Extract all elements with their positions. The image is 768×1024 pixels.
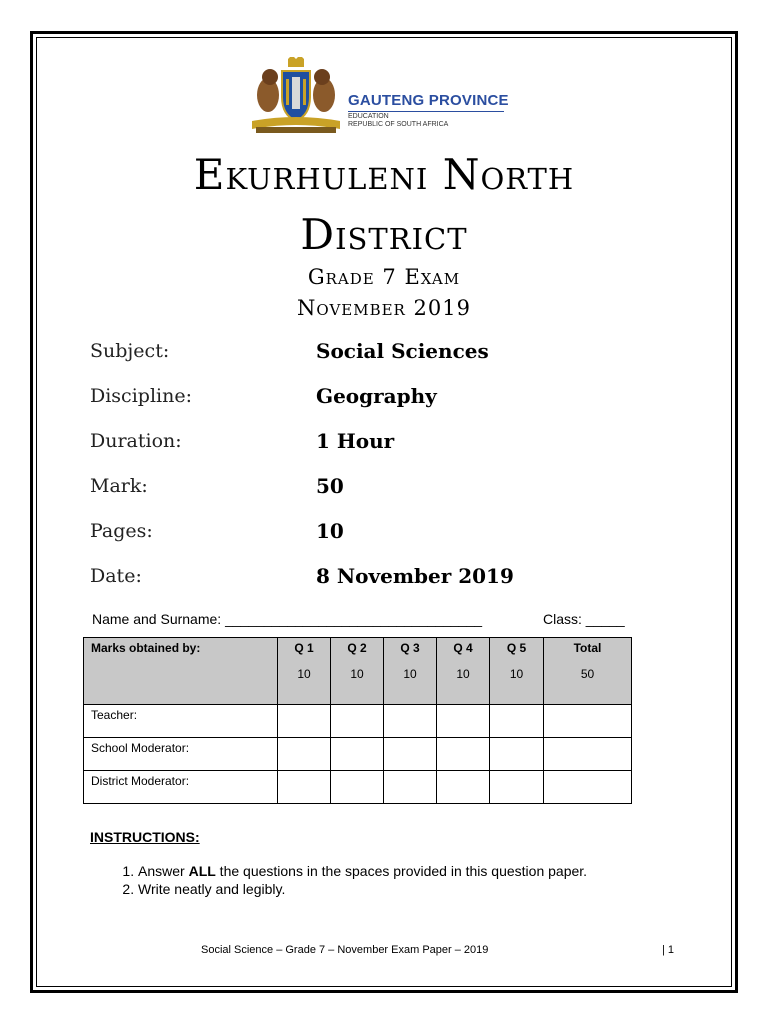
duration-value: 1 Hour: [316, 429, 395, 453]
subject-label: Subject:: [90, 340, 170, 362]
date-label: Date:: [90, 565, 142, 587]
instruction-1-text-b: the questions in the spaces provided in this question paper.: [215, 863, 588, 879]
discipline-label: Discipline:: [90, 385, 192, 407]
district-moderator-label: District Moderator:: [84, 771, 278, 804]
total-label: Total: [573, 641, 602, 655]
q1-label: Q 1: [294, 641, 314, 655]
teacher-q4-cell[interactable]: [437, 705, 490, 738]
district-title-line2: District: [300, 210, 468, 259]
q3-header: [384, 638, 437, 705]
coat-of-arms-icon: [246, 57, 346, 137]
district-moderator-total-cell[interactable]: [544, 771, 632, 804]
teacher-q1-cell[interactable]: [278, 705, 331, 738]
subject-value: Social Sciences: [316, 339, 489, 363]
district-moderator-q2-cell[interactable]: [331, 771, 384, 804]
total-header: [544, 638, 632, 705]
logo-province-name: GAUTENG PROVINCE: [348, 92, 509, 109]
school-moderator-total-cell[interactable]: [544, 738, 632, 771]
instruction-item-1: [138, 862, 587, 880]
logo-divider: [348, 111, 504, 112]
instruction-item-2: 2. Write neatly and legibly.: [138, 880, 587, 898]
teacher-label: Teacher:: [84, 705, 278, 738]
discipline-value: Geography: [316, 384, 437, 408]
q4-total: 10: [456, 667, 470, 681]
teacher-total-cell[interactable]: [544, 705, 632, 738]
exam-date-title: November 2019: [297, 296, 471, 320]
q5-label: Q 5: [506, 641, 527, 655]
district-moderator-q3-cell[interactable]: [384, 771, 437, 804]
instruction-1-text-a: Answer: [138, 863, 189, 879]
teacher-q5-cell[interactable]: [490, 705, 544, 738]
marks-table: [83, 637, 632, 804]
q4-header: [437, 638, 490, 705]
school-moderator-q1-cell[interactable]: [278, 738, 331, 771]
mark-label: Mark:: [90, 475, 148, 497]
q1-header: [278, 638, 331, 705]
marks-table-header-row: [84, 638, 632, 705]
q5-header: [490, 638, 544, 705]
instruction-1-emphasis: ALL: [188, 863, 216, 879]
date-value: 8 November 2019: [316, 564, 514, 588]
q4-label: Q 4: [453, 641, 473, 655]
duration-label: Duration:: [90, 430, 182, 452]
marks-obtained-by-header: Marks obtained by:: [84, 638, 278, 705]
q3-label: Q 3: [400, 641, 420, 655]
name-and-surname-field[interactable]: Name and Surname: _________________________________: [92, 611, 483, 627]
logo-text-block: [348, 92, 509, 129]
district-moderator-q1-cell[interactable]: [278, 771, 331, 804]
pages-value: 10: [316, 519, 344, 543]
logo-country-label: REPUBLIC OF SOUTH AFRICA: [348, 121, 449, 128]
page-footer-text: Social Science – Grade 7 – November Exam Paper – 2019: [201, 944, 489, 956]
logo-education-label: EDUCATION: [348, 113, 389, 120]
exam-grade-title: Grade 7 Exam: [307, 265, 461, 289]
teacher-row: [84, 705, 632, 738]
district-moderator-row: [84, 771, 632, 804]
school-moderator-q5-cell[interactable]: [490, 738, 544, 771]
page-number: | 1: [662, 944, 675, 956]
q1-total: 10: [297, 667, 311, 681]
q5-total: 10: [509, 667, 524, 681]
school-moderator-label: School Moderator:: [84, 738, 278, 771]
pages-label: Pages:: [90, 520, 153, 542]
school-moderator-q3-cell[interactable]: [384, 738, 437, 771]
school-moderator-row: [84, 738, 632, 771]
class-field[interactable]: Class: _____: [543, 611, 625, 627]
district-moderator-q4-cell[interactable]: [437, 771, 490, 804]
q2-total: 10: [350, 667, 364, 681]
district-moderator-q5-cell[interactable]: [490, 771, 544, 804]
total-marks: 50: [580, 667, 595, 681]
teacher-q3-cell[interactable]: [384, 705, 437, 738]
school-moderator-q4-cell[interactable]: [437, 738, 490, 771]
district-title-line1: Ekurhuleni North: [193, 150, 575, 199]
teacher-q2-cell[interactable]: [331, 705, 384, 738]
mark-value: 50: [316, 474, 344, 498]
q2-label: Q 2: [347, 641, 367, 655]
school-moderator-q2-cell[interactable]: [331, 738, 384, 771]
instructions-heading: INSTRUCTIONS:: [90, 829, 200, 845]
instructions-list: [92, 862, 587, 898]
q2-header: [331, 638, 384, 705]
q3-total: 10: [403, 667, 417, 681]
